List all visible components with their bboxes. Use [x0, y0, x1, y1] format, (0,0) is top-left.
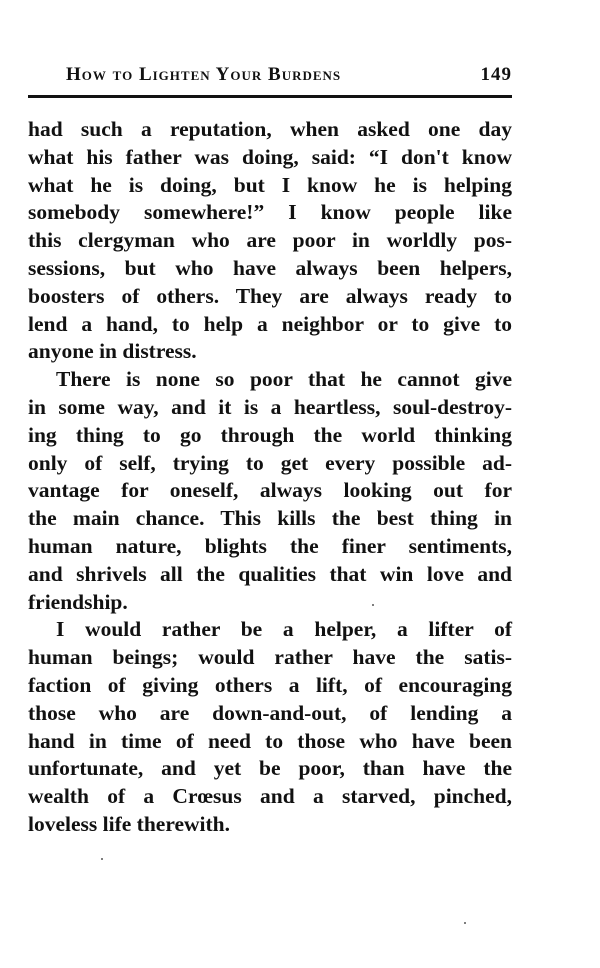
text-line: ing thing to go through the world thinking: [28, 422, 512, 447]
text-line: wealth of a Crœsus and a starved, pinched,: [28, 784, 512, 809]
text-line: hand in time of need to those who have been: [28, 728, 512, 753]
running-head: [28, 58, 512, 94]
text-line: what he is doing, but I know he is helping: [28, 172, 512, 197]
text-line: faction of giving others a lift, of encouraging: [28, 672, 512, 697]
text-line: this clergyman who are poor in worldly pos-: [28, 228, 512, 253]
paper-speck: [372, 604, 374, 606]
text-line: those who are down-and-out, of lending a: [28, 700, 512, 725]
text-line: anyone in distress.: [28, 339, 197, 364]
text-line: the main chance. This kills the best thing in: [28, 506, 512, 531]
text-line: had such a reputation, when asked one day: [28, 117, 512, 141]
text-line: somebody somewhere!” I know people like: [28, 200, 512, 225]
paper-speck: [464, 922, 466, 924]
text-line: friendship.: [28, 589, 128, 614]
text-line: loveless life therewith.: [28, 811, 231, 836]
page-number: 149: [480, 64, 512, 85]
text-line: There is none so poor that he cannot give: [56, 367, 512, 392]
text-line: what his father was doing, said: “I don't know: [28, 144, 512, 169]
text-line: boosters of others. They are always ready to: [28, 283, 512, 308]
text-line: sessions, but who have always been helpers,: [28, 255, 512, 280]
running-head-title: How to Lighten Your Burdens: [66, 64, 342, 85]
text-line: and shrivels all the qualities that win love and: [28, 561, 512, 586]
body-text: [28, 116, 512, 839]
text-line: vantage for oneself, always looking out for: [28, 478, 512, 503]
text-line: I would rather be a helper, a lifter of: [56, 617, 512, 642]
header-rule: [28, 95, 512, 98]
text-line: unfortunate, and yet be poor, than have the: [28, 756, 512, 781]
text-line: only of self, trying to get every possible ad-: [28, 450, 512, 475]
text-line: lend a hand, to help a neighbor or to give to: [28, 311, 512, 336]
text-line: human beings; would rather have the satis-: [28, 645, 512, 670]
text-line: in some way, and it is a heartless, soul-destroy-: [28, 394, 512, 419]
text-line: human nature, blights the finer sentiments,: [28, 533, 512, 558]
paper-speck: [101, 858, 103, 860]
